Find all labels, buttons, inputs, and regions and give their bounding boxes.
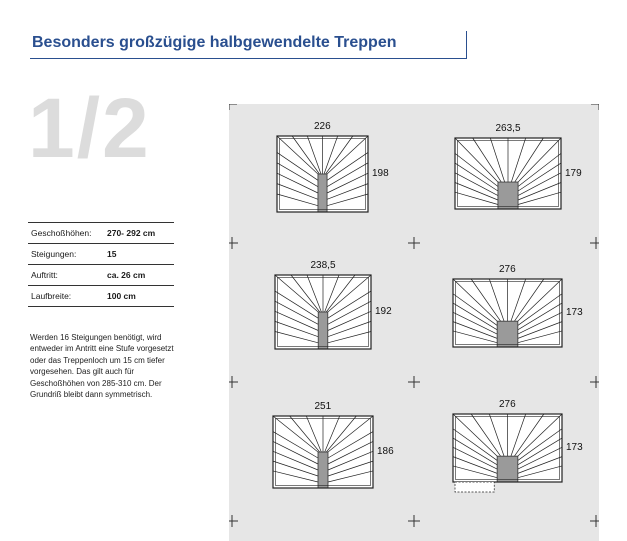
registration-cross [229,515,238,527]
plan-depth-label: 186 [377,446,394,457]
spec-label: Geschoßhöhen: [31,228,92,238]
plan-width-label: 251 [314,401,332,412]
stair-core [318,174,327,212]
spec-label: Laufbreite: [31,291,72,301]
crop-mark [229,104,237,110]
spec-value: 270- 292 cm [107,228,156,238]
stair-core [497,321,518,347]
stair-core [318,452,328,488]
spec-row [28,264,174,285]
floor-plan-drawing [229,104,599,541]
registration-cross [229,376,238,388]
spec-row [28,243,174,264]
plan-width-label: 238,5 [310,260,336,271]
plan-width-label: 276 [499,399,516,410]
floor-plan-panel [229,104,599,541]
spec-label: Steigungen: [31,249,77,259]
spec-table [28,222,174,307]
extra-step-outline [455,482,494,492]
stair-core [318,312,328,349]
footnote-text: Werden 16 Steigungen benötigt, wird entweder im Antritt eine Stufe vorgesetzt oder das Treppenloch um 15 cm tiefer vorgesehen. Das gilt auch für Geschoßhöhen von 285-310 cm. Der Grundriß bleibt dann symmetrisch. [30,333,174,400]
plan-depth-label: 198 [372,168,389,179]
page-title: Besonders großzügige halbgewendelte Treppen [32,34,397,51]
registration-cross [408,237,420,249]
plan-width-label: 276 [499,264,516,275]
registration-cross [408,376,420,388]
plan-depth-label: 192 [375,306,392,317]
title-rule-end [466,31,467,59]
plan-depth-label: 173 [566,307,583,318]
spec-label: Auftritt: [31,270,58,280]
registration-cross [408,515,420,527]
registration-cross [590,515,599,527]
title-rule [30,58,467,59]
registration-cross [229,237,238,249]
spec-row [28,222,174,243]
stair-core [497,456,518,482]
registration-cross [590,237,599,249]
stair-core [498,182,518,209]
plan-depth-label: 179 [565,167,582,179]
stair-type-number: 1/2 [28,81,151,175]
registration-cross [590,376,599,388]
spec-value: 100 cm [107,291,136,301]
crop-mark [591,104,599,110]
plan-width-label: 226 [314,121,331,132]
spec-row [28,285,174,307]
spec-value: ca. 26 cm [107,270,146,280]
spec-value: 15 [107,249,117,259]
plan-depth-label: 173 [566,442,583,453]
plan-width-label: 263,5 [495,123,521,134]
